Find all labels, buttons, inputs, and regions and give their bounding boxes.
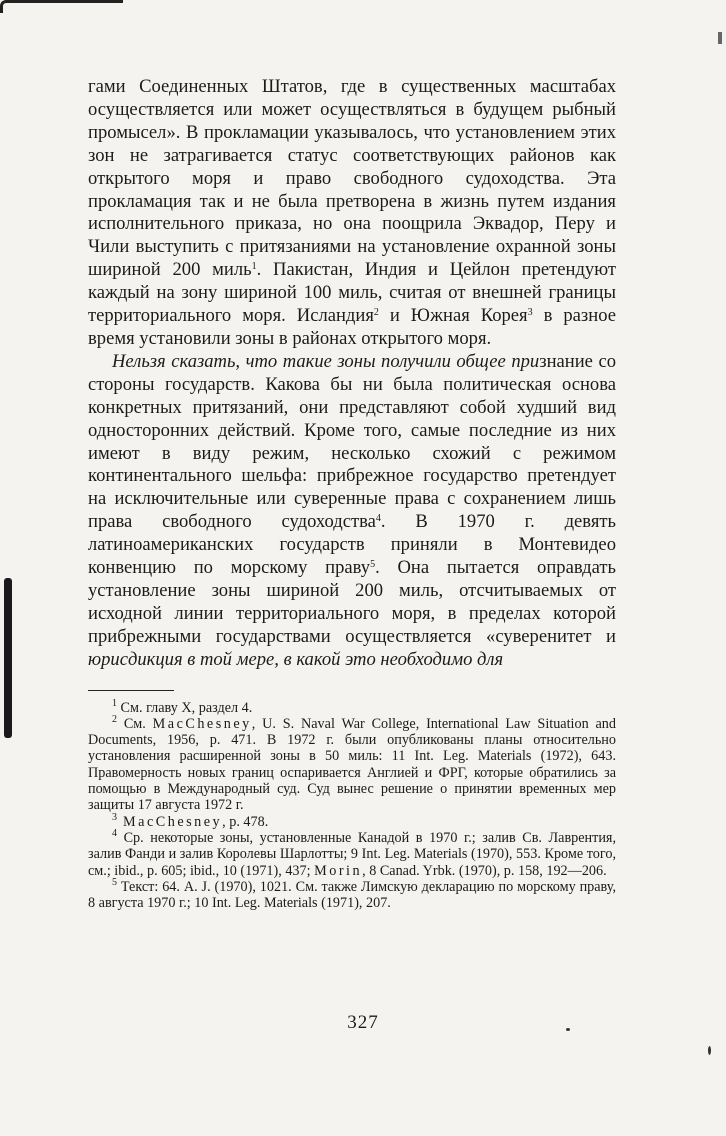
- main-text: [88, 76, 616, 672]
- footnote-ref: 5: [370, 559, 376, 571]
- footnote-number: 1: [112, 697, 117, 709]
- footnote-text: См. главу X, раздел 4.: [117, 699, 253, 716]
- text-run: . Она пытается оправдать установление зоны шириной 200 миль, отсчитываемых от исходной линии территориального моря, в пределах которой прибрежными государствами осуществляется «суверенитет и: [88, 557, 617, 647]
- footnote: [88, 827, 616, 879]
- footnote: [88, 697, 616, 716]
- text-run: . В 1970 г. девять латиноамериканских государств приняли в Монтевидео конвенцию по морскому праву: [88, 511, 617, 579]
- author-name: Morin: [314, 862, 363, 879]
- page-number: 327: [347, 1012, 379, 1033]
- author-name: MacChesney: [117, 813, 223, 830]
- paragraph: [88, 76, 616, 351]
- italic-text: юрисдикция в той мере, в какой это необходимо для: [88, 648, 504, 670]
- footnote: [88, 713, 616, 814]
- footnote-ref: 2: [373, 307, 379, 319]
- footnote: [88, 811, 616, 830]
- footnote-number: 5: [112, 876, 117, 888]
- footnote-ref: 3: [527, 307, 533, 319]
- edge-scan-mark: [718, 32, 722, 44]
- text-run: гами Соединенных Штатов, где в существенных масштабах осуществляется или может осуществляться в будущем рыбный промысел». В прокламации указывалось, что установлением этих зон не затрагивается статус соответствующих районов как открытого моря и право свободного судоходства. Эта прокламация так и не была претворена в жизнь путем издания исполнительного приказа, но она поощрила Эквадор, Перу и Чили выступить с притязаниями на установление охранной зоны шириной 200 миль: [88, 76, 616, 281]
- footnote-text: См.: [117, 715, 153, 732]
- footnote-text: Текст: 64. A. J. (1970), 1021. См. также Лимскую декларацию по морскому праву, 8 августа 1970 г.; 10 Int. Leg. Materials (1971), 207.: [88, 878, 616, 912]
- footnote-text: , U. S. Naval War College, International Law Situation and Documents, 1956, p. 471. В 1972 г. были опубликованы планы относительно установления расширенной зоны в 50 миль: 11 Int. Leg. Materials (1972), 643. Правомерность новых границ оспаривается Англией и ФРГ, которые обратились за помощью в Международный суд. Суд вынес решение о принятии временных мер защиты 17 августа 1972 г.: [88, 715, 616, 814]
- author-name: MacChesney: [152, 715, 252, 732]
- text-run: знание со стороны государств. Какова бы ни была политическая основа конкретных притязаний, они представляют собой худший вид односторонних действий. Кроме того, самые последние из них имеют в виду режим, несколько схожий с режимом континентального шельфа: прибрежное государство претендует на исключительные или суверенные права с сохранением лишь права свободного судоходства: [88, 350, 616, 533]
- footnote-number: 3: [112, 811, 117, 823]
- page-content: [88, 76, 616, 911]
- footnotes: [88, 697, 616, 912]
- footnote-number: 4: [112, 827, 117, 839]
- text-run: . Пакистан, Индия и Цейлон претендуют каждый на зону шириной 100 миль, считая от внешней границы территориального моря. Исландия: [88, 259, 616, 327]
- corner-scan-mark: [0, 0, 123, 13]
- ink-speck: [708, 1046, 711, 1055]
- binding-edge-mark: [4, 578, 12, 738]
- footnote-text: , 8 Canad. Yrbk. (1970), p. 158, 192—206.: [362, 862, 607, 879]
- footnote-text: Ср. некоторые зоны, установленные Канадой в 1970 г.; залив Св. Лаврентия, залив Фанди и залив Королевы Шарлотты; 9 Int. Leg. Materials (1970), 553. Кроме того, см.; ibid., p. 605; ibid., 10 (1971), 437;: [88, 829, 616, 879]
- footnote-number: 2: [112, 713, 117, 725]
- footnote-ref: 1: [251, 261, 257, 273]
- footnote-divider: [88, 690, 174, 691]
- footnote-text: , p. 478.: [222, 813, 269, 830]
- footnote-ref: 4: [375, 513, 381, 525]
- text-run: в разное время установили зоны в районах открытого моря.: [88, 305, 616, 349]
- paragraph: [88, 351, 616, 672]
- text-run: и Южная Корея: [378, 305, 528, 327]
- footnote: [88, 876, 616, 912]
- italic-text: Нельзя сказать, что такие зоны получили общее при: [112, 350, 540, 372]
